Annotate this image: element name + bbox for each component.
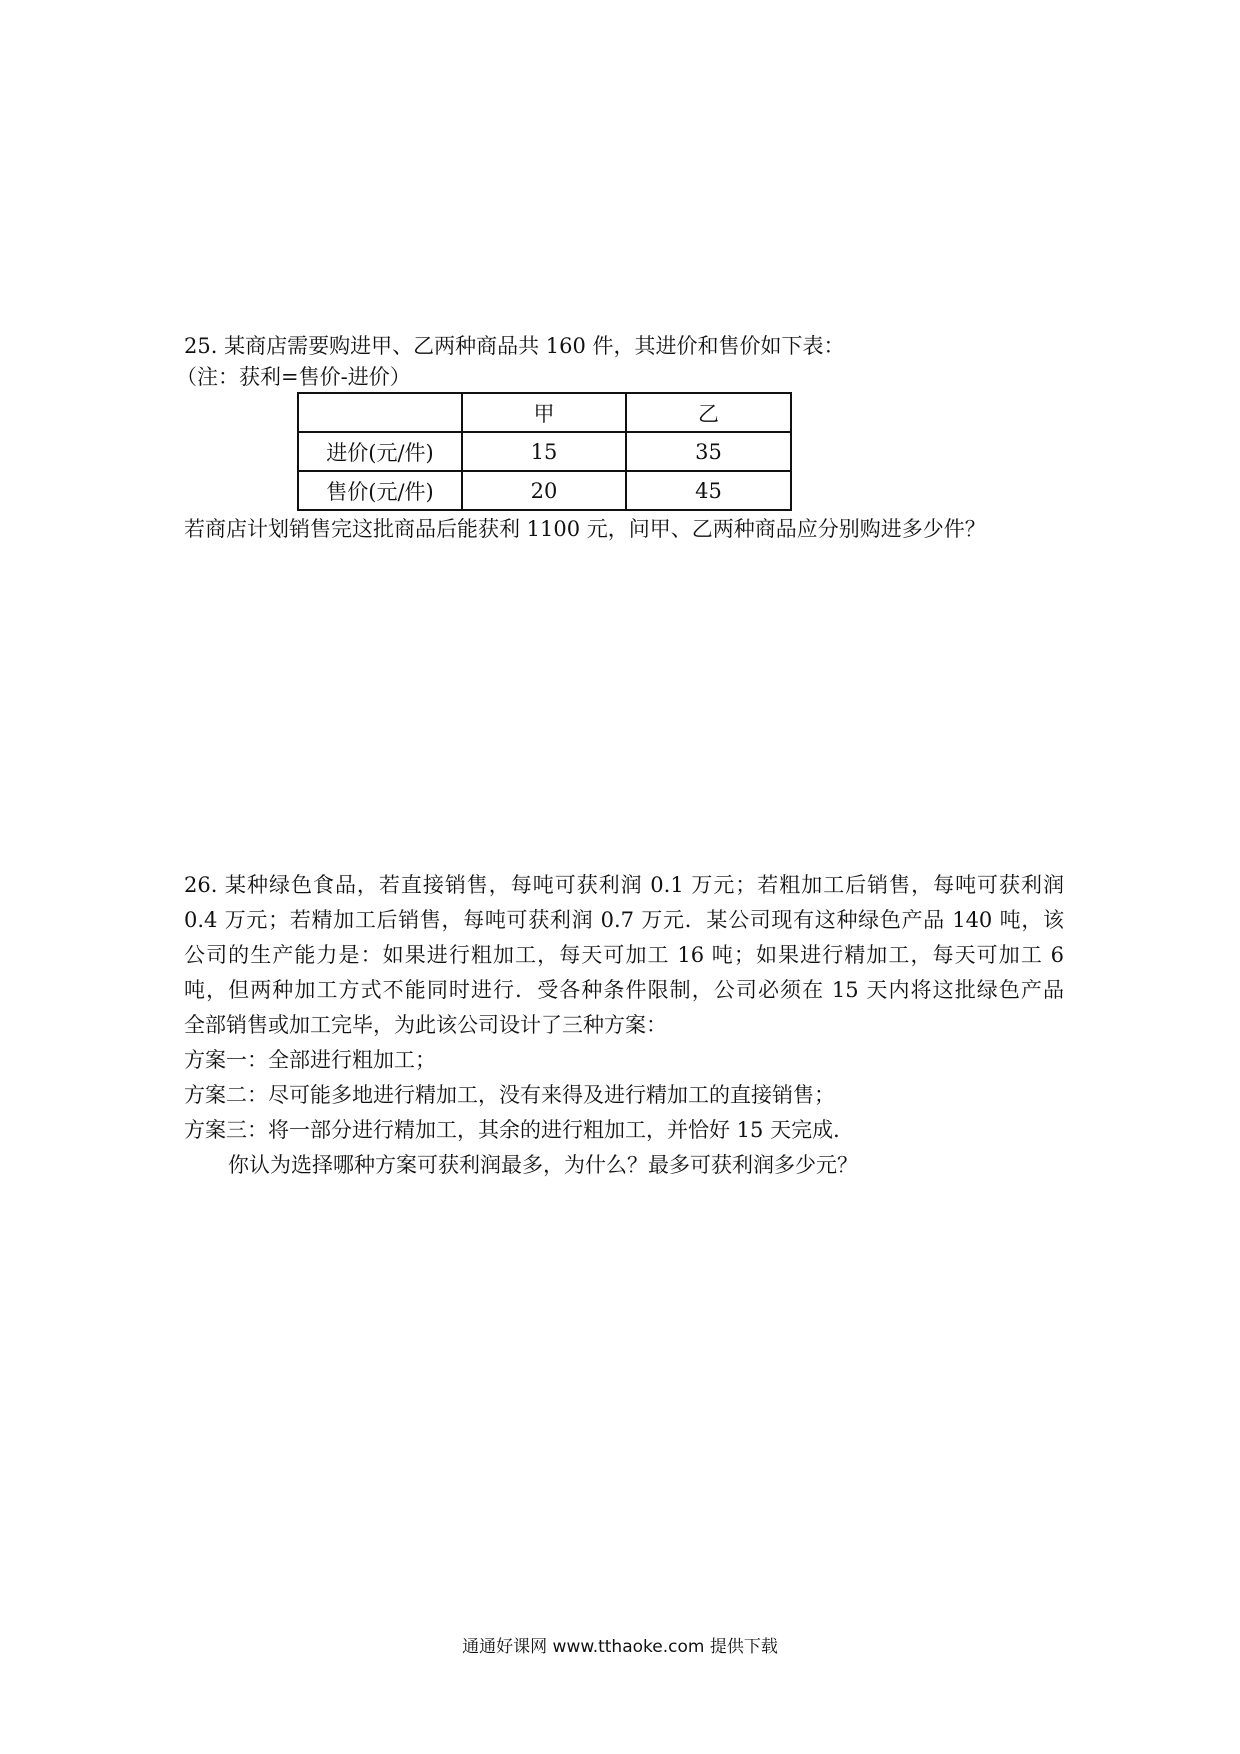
q25-question: 若商店计划销售完这批商品后能获利 1100 元，问甲、乙两种商品应分别购进多少件？ [184,517,986,541]
q26-line: 26. 某种绿色食品，若直接销售，每吨可获利润 0.1 万元；若粗加工后销售，每吨可获利润 [184,873,1064,897]
q26-plan-3: 方案三：将一部分进行精加工，其余的进行粗加工，并恰好 15 天完成． [184,1118,855,1142]
q26-question: 你认为选择哪种方案可获利润最多，为什么？最多可获利润多少元？ [228,1153,858,1177]
table-header-cell: 乙 [626,393,791,432]
q26-line: 吨，但两种加工方式不能同时进行．受各种条件限制，公司必须在 15 天内将这批绿色产品 [184,978,1064,1002]
table-cell: 进价(元/件) [298,432,462,471]
table-row [298,432,791,471]
table-row [298,471,791,510]
q26-line: 全部销售或加工完毕，为此该公司设计了三种方案： [184,1013,667,1037]
q26-line: 0.4 万元；若精加工后销售，每吨可获利润 0.7 万元．某公司现有这种绿色产品 140 吨，该 [184,908,1064,932]
table-header-cell: 甲 [462,393,626,432]
q26-plan-1: 方案一：全部进行粗加工； [184,1048,436,1072]
q25-title: 25. 某商店需要购进甲、乙两种商品共 160 件，其进价和售价如下表： [184,334,845,358]
q25-note: （注：获利=售价-进价） [176,365,411,389]
q26-plan-2: 方案二：尽可能多地进行精加工，没有来得及进行精加工的直接销售； [184,1083,835,1107]
price-table [297,392,792,511]
table-cell: 售价(元/件) [298,471,462,510]
table-cell: 20 [462,471,626,510]
table-cell: 15 [462,432,626,471]
table-cell: 35 [626,432,791,471]
footer-text: 通通好课网 www.tthaoke.com 提供下载 [462,1637,778,1657]
q26-line: 公司的生产能力是：如果进行粗加工，每天可加工 16 吨；如果进行精加工，每天可加工 6 [184,943,1064,967]
table-cell: 45 [626,471,791,510]
table-header-cell [298,393,462,432]
table-header-row [298,393,791,432]
